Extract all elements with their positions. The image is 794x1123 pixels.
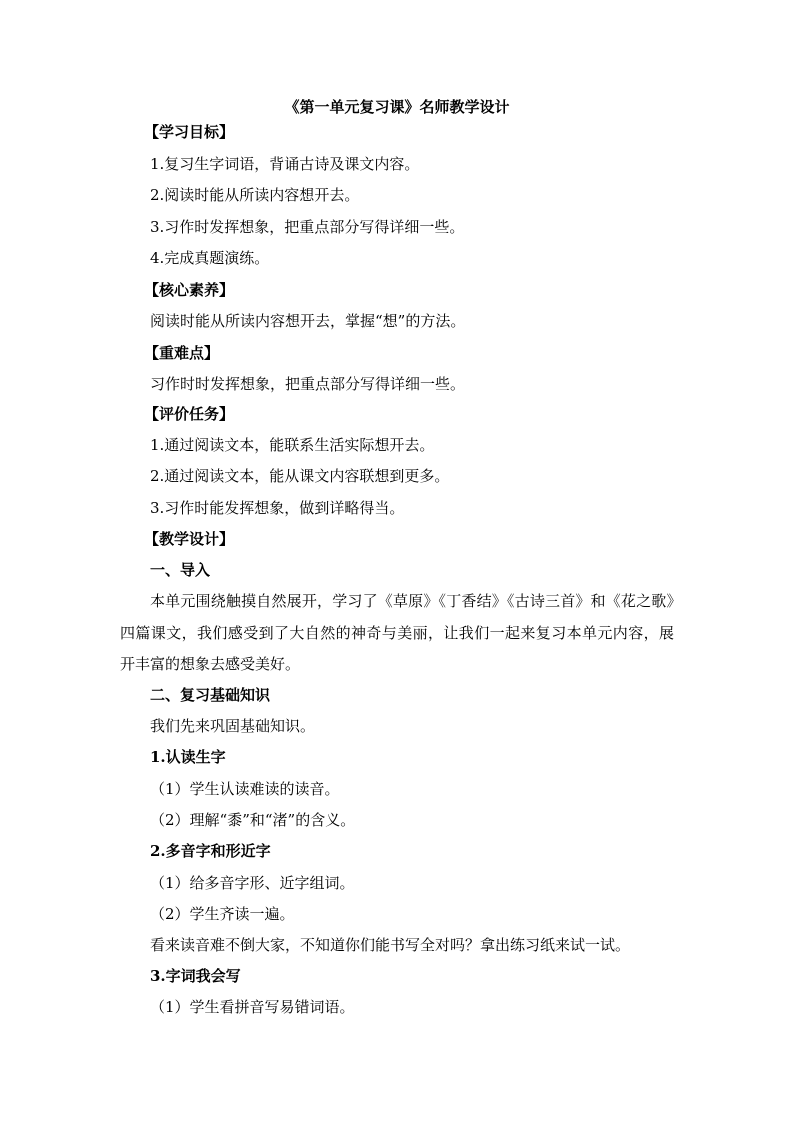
sub-polyphone-title: 2.多音字和形近字 — [150, 842, 271, 860]
evaluation-heading: 【评价任务】 — [144, 405, 235, 423]
section-intro-title: 一、导入 — [150, 561, 211, 579]
sub-polyphone-item-2: （2）学生齐读一遍。 — [150, 905, 295, 923]
sub-polyphone-item-1: （1）给多音字形、近字组词。 — [150, 874, 355, 892]
section-intro-paragraph — [120, 586, 674, 681]
sub-polyphone-note: 看来读音难不倒大家，不知道你们能书写全对吗？拿出练习纸来试一试。 — [150, 936, 631, 954]
key-points-heading: 【重难点】 — [144, 344, 220, 362]
core-literacy-text: 阅读时能从所读内容想开去，掌握“想”的方法。 — [150, 312, 466, 330]
learning-goals-heading: 【学习目标】 — [144, 123, 235, 141]
evaluation-item-1: 1.通过阅读文本，能联系生活实际想开去。 — [150, 436, 435, 454]
section-intro-text: 本单元围绕触摸自然展开，学习了《草原》《丁香结》《古诗三首》和《花之歌》四篇课文，我们感受到了大自然的神奇与美丽，让我们一起来复习本单元内容，展开丰富的想象去感受美好。 — [120, 592, 674, 674]
core-literacy-heading: 【核心素养】 — [144, 281, 235, 299]
design-heading: 【教学设计】 — [144, 530, 235, 548]
sub-recognize-title: 1.认读生字 — [150, 748, 226, 766]
sub-writing-item-1: （1）学生看拼音写易错词语。 — [150, 998, 355, 1016]
evaluation-item-2: 2.通过阅读文本，能从课文内容联想到更多。 — [150, 467, 450, 485]
key-points-text: 习作时时发挥想象，把重点部分写得详细一些。 — [150, 375, 466, 393]
evaluation-item-3: 3.习作时能发挥想象，做到详略得当。 — [150, 499, 405, 517]
sub-recognize-item-1: （1）学生认读难读的读音。 — [150, 780, 340, 798]
section-review-intro: 我们先来巩固基础知识。 — [150, 717, 316, 735]
learning-goal-item-2: 2.阅读时能从所读内容想开去。 — [150, 186, 360, 204]
learning-goal-item-4: 4.完成真题演练。 — [150, 249, 270, 267]
sub-recognize-item-2: （2）理解“黍”和“渚”的含义。 — [150, 811, 356, 829]
learning-goal-item-1: 1.复习生字词语，背诵古诗及课文内容。 — [150, 155, 420, 173]
section-review-title: 二、复习基础知识 — [150, 686, 271, 704]
learning-goal-item-3: 3.习作时发挥想象，把重点部分写得详细一些。 — [150, 218, 465, 236]
sub-writing-title: 3.字词我会写 — [150, 967, 241, 985]
document-title: 《第一单元复习课》名师教学设计 — [284, 98, 510, 116]
